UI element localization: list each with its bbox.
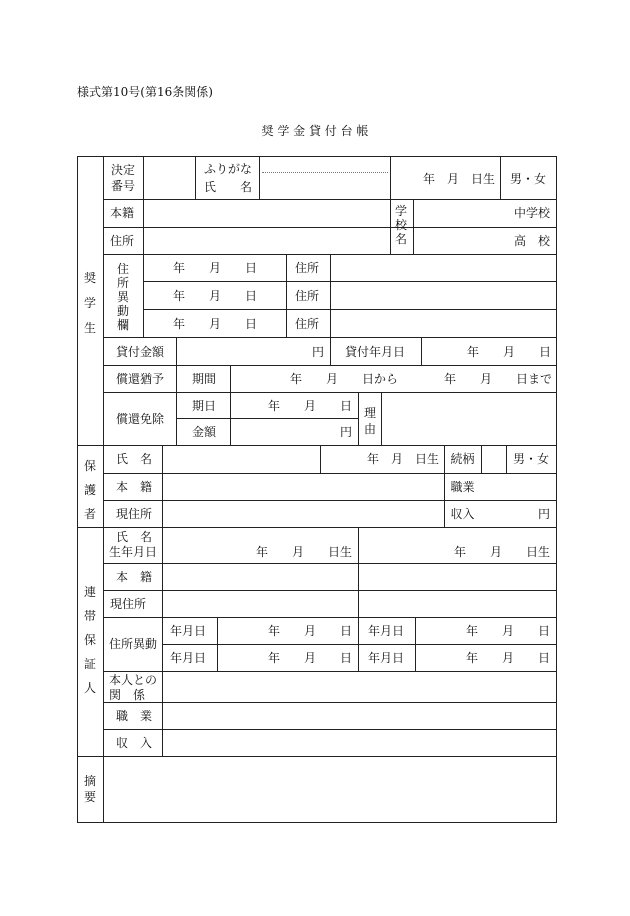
guarantor-birth-date-label: 生年月日 — [109, 545, 158, 559]
loan-date-label: 貸付年月日 — [345, 345, 406, 359]
student-name-label: 氏 名 — [204, 180, 253, 194]
exemption-amount-label: 金額 — [192, 425, 217, 439]
guarantor-relation-label-1: 本人との — [109, 673, 158, 687]
change-ymd-value-4: 年 月 日 — [465, 651, 550, 665]
guarantor-birth-date-2: 年 月 日生 — [453, 545, 550, 559]
student-gender: 男・女 — [509, 172, 546, 186]
guardian-gender: 男・女 — [512, 452, 549, 466]
address-change-date-2: 年 月 日 — [172, 289, 257, 303]
furigana-label: ふりがな — [204, 162, 253, 176]
guarantor-domicile-label: 本 籍 — [116, 570, 153, 584]
section-remarks-label: 摘要 — [83, 774, 96, 804]
decision-number-label-1: 決定 — [110, 163, 135, 177]
exemption-due-date-label: 期日 — [192, 399, 217, 413]
section-guarantor-label: 連帯保証人 — [83, 585, 96, 695]
deferral-period-label: 期間 — [192, 372, 217, 386]
school-name-label: 学校名 — [394, 204, 407, 246]
address-change-label: 住所異動欄 — [116, 262, 129, 332]
address-change-address-2: 住所 — [295, 289, 320, 303]
guarantor-income-label: 収 入 — [116, 736, 153, 750]
page-title: 奨 学 金 貸 付 台 帳 — [261, 124, 369, 138]
guardian-name-label: 氏 名 — [116, 452, 153, 466]
loan-amount-label: 貸付金額 — [116, 345, 165, 359]
section-guardian-label: 保護者 — [83, 459, 96, 521]
guarantor-occupation-label: 職 業 — [116, 709, 153, 723]
guardian-address-label: 現住所 — [116, 507, 153, 521]
change-ymd-value-2: 年 月 日 — [465, 624, 550, 638]
student-domicile-label: 本籍 — [110, 206, 135, 220]
address-change-address-1: 住所 — [295, 261, 320, 275]
deferral-from-date: 年 月 日から — [290, 372, 399, 386]
change-ymd-label-4: 年月日 — [368, 651, 405, 665]
decision-number-label-2: 番号 — [110, 179, 135, 193]
exemption-reason-label: 理由 — [363, 406, 376, 436]
exemption-due-date-value: 年 月 日 — [267, 399, 352, 413]
high-school-label: 高 校 — [513, 234, 550, 248]
form-number: 様式第10号(第16条関係) — [77, 85, 213, 99]
loan-amount-yen: 円 — [311, 345, 324, 359]
loan-date-value: 年 月 日 — [466, 345, 551, 359]
address-change-address-3: 住所 — [295, 317, 320, 331]
repay-exemption-label: 償還免除 — [116, 412, 165, 426]
change-ymd-label-2: 年月日 — [368, 624, 405, 638]
guarantor-relation-label-2: 関 係 — [109, 688, 146, 702]
change-ymd-label-3: 年月日 — [170, 651, 207, 665]
guardian-relationship-label: 続柄 — [450, 452, 475, 466]
guardian-birth-date: 年 月 日生 — [366, 452, 439, 466]
section-student-label: 奨学生 — [83, 271, 96, 335]
repay-deferral-label: 償還猶予 — [116, 372, 165, 386]
deferral-to-date: 年 月 日まで — [444, 372, 553, 386]
guarantor-birth-date-1: 年 月 日生 — [255, 545, 352, 559]
change-ymd-label-1: 年月日 — [170, 624, 207, 638]
guardian-income-label: 収入 — [450, 507, 475, 521]
guarantor-name-label: 氏 名 — [116, 530, 153, 544]
student-address-label: 住所 — [110, 234, 135, 248]
guarantor-address-change-label: 住所異動 — [109, 637, 158, 651]
change-ymd-value-3: 年 月 日 — [267, 651, 352, 665]
junior-high-label: 中学校 — [513, 206, 550, 220]
address-change-date-3: 年 月 日 — [172, 317, 257, 331]
change-ymd-value-1: 年 月 日 — [267, 624, 352, 638]
guardian-domicile-label: 本 籍 — [116, 480, 153, 494]
student-birth-date: 年 月 日生 — [422, 172, 495, 186]
guarantor-address-label: 現住所 — [110, 597, 147, 611]
exemption-amount-yen: 円 — [339, 425, 352, 439]
guardian-occupation-label: 職業 — [450, 480, 475, 494]
address-change-date-1: 年 月 日 — [172, 261, 257, 275]
guardian-income-yen: 円 — [537, 507, 550, 521]
